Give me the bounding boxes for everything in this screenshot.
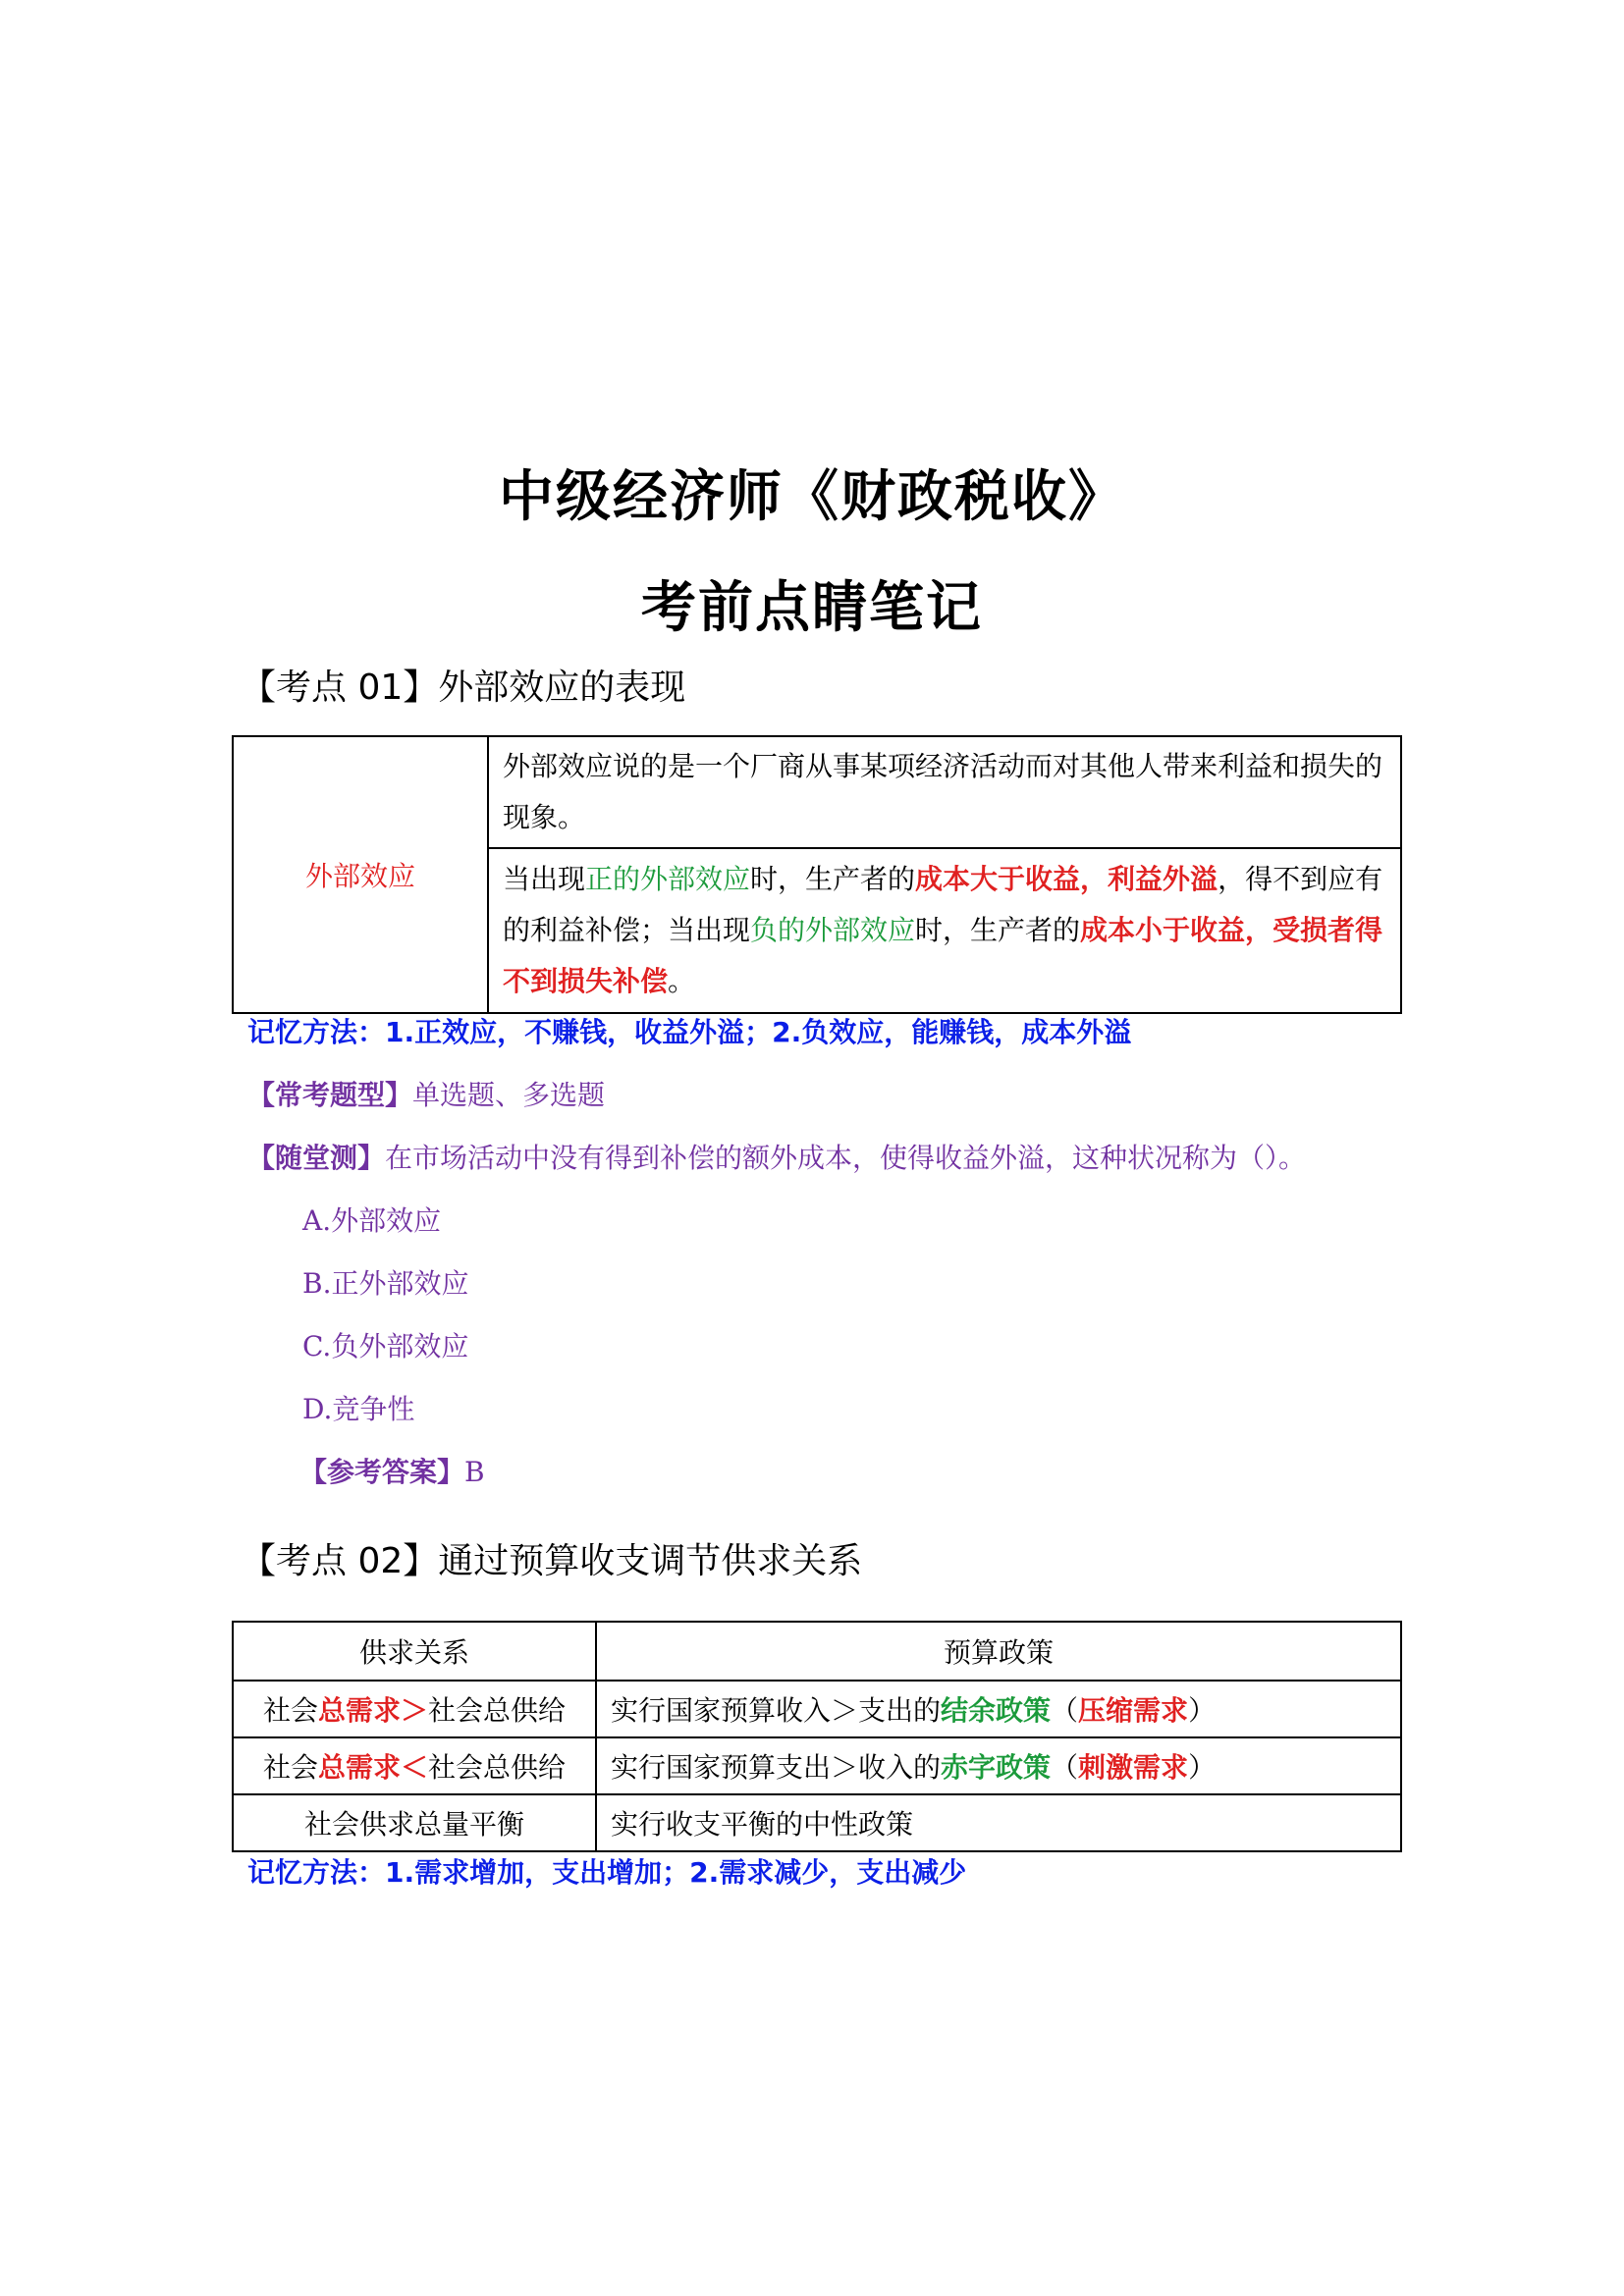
column-header-budget-policy <box>596 1622 1401 1681</box>
label-text: 外部效应 <box>304 860 415 892</box>
table-row <box>233 1794 1401 1851</box>
doc-title: 中级经济师《财政税收》 <box>499 465 1125 529</box>
positive-effect-term: 正的外部效应 <box>585 863 751 895</box>
definition-text: 外部效应说的是一个厂商从事某项经济活动而对其他人带来利益和损失的现象。 <box>503 750 1383 833</box>
column-header-text: 供求关系 <box>358 1636 469 1669</box>
budget-policy-cell <box>596 1794 1401 1851</box>
effect-text: 。 <box>668 965 696 997</box>
effect-cell <box>488 848 1401 1013</box>
quiz-label: 【随堂测】 <box>247 1142 386 1174</box>
highlight-text: 总需求＞ <box>317 1694 428 1727</box>
cell-text: 实行收支平衡的中性政策 <box>611 1808 914 1841</box>
question-type-value: 单选题、多选题 <box>412 1079 606 1111</box>
answer-value: B <box>464 1456 485 1488</box>
positive-effect-result: 成本大于收益，利益外溢 <box>915 863 1218 895</box>
budget-policy-cell <box>596 1737 1401 1794</box>
policy-name: 赤字政策 <box>941 1751 1052 1784</box>
cell-text: 实行国家预算支出＞收入的 <box>611 1751 942 1784</box>
answer <box>299 1451 485 1490</box>
table-label-cell <box>233 736 488 1013</box>
quiz-question <box>247 1137 1306 1176</box>
cell-text: ） <box>1188 1751 1217 1784</box>
effect-text: 时，生产者的 <box>750 863 916 895</box>
section-heading-01: 【考点 01】外部效应的表现 <box>241 667 686 708</box>
supply-demand-cell <box>233 1737 596 1794</box>
memory-tip-02: 记忆方法：1.需求增加，支出增加；2.需求减少，支出减少 <box>247 1856 967 1889</box>
effect-text: 时，生产者的 <box>915 914 1081 946</box>
effect-text: ，得不到应有的利益补偿；当出现 <box>503 863 1383 946</box>
policy-effect: 压缩需求 <box>1078 1694 1189 1727</box>
cell-text: 社会总供给 <box>428 1751 567 1784</box>
cell-text: 社会供求总量平衡 <box>303 1808 524 1841</box>
external-effect-table <box>232 735 1402 1014</box>
policy-effect: 刺激需求 <box>1078 1751 1189 1784</box>
cell-text: （ <box>1051 1751 1079 1784</box>
policy-name: 结余政策 <box>941 1694 1052 1727</box>
effect-text: 当出现 <box>503 863 586 895</box>
definition-cell <box>488 736 1401 848</box>
supply-demand-cell <box>233 1681 596 1737</box>
cell-text: 社会总供给 <box>428 1694 567 1727</box>
quiz-text: 在市场活动中没有得到补偿的额外成本，使得收益外溢，这种状况称为（）。 <box>385 1142 1307 1174</box>
quiz-option-c: C.负外部效应 <box>302 1330 469 1362</box>
doc-subtitle: 考前点睛笔记 <box>641 576 983 640</box>
quiz-option-d: D.竞争性 <box>302 1393 415 1425</box>
table-row <box>233 1681 1401 1737</box>
supply-demand-cell <box>233 1794 596 1851</box>
column-header-text: 预算政策 <box>943 1636 1054 1669</box>
cell-text: 实行国家预算收入＞支出的 <box>611 1694 942 1727</box>
question-type <box>247 1074 605 1113</box>
cell-text: 社会 <box>262 1751 318 1784</box>
quiz-option-a: A.外部效应 <box>302 1204 442 1237</box>
negative-effect-result: 成本小于收益，受损者得不到损失补偿 <box>503 914 1383 997</box>
budget-policy-table <box>232 1621 1402 1852</box>
section-heading-02: 【考点 02】通过预算收支调节供求关系 <box>241 1541 863 1581</box>
negative-effect-term: 负的外部效应 <box>750 914 916 946</box>
question-type-label: 【常考题型】 <box>247 1079 413 1111</box>
cell-text: （ <box>1051 1694 1079 1727</box>
memory-tip-01: 记忆方法：1.正效应，不赚钱，收益外溢；2.负效应，能赚钱，成本外溢 <box>247 1016 1132 1048</box>
table-row <box>233 1737 1401 1794</box>
quiz-option-b: B.正外部效应 <box>302 1267 469 1300</box>
cell-text: ） <box>1188 1694 1217 1727</box>
answer-label: 【参考答案】 <box>299 1456 465 1488</box>
cell-text: 社会 <box>262 1694 318 1727</box>
column-header-supply-demand <box>233 1622 596 1681</box>
budget-policy-cell <box>596 1681 1401 1737</box>
highlight-text: 总需求＜ <box>317 1751 428 1784</box>
